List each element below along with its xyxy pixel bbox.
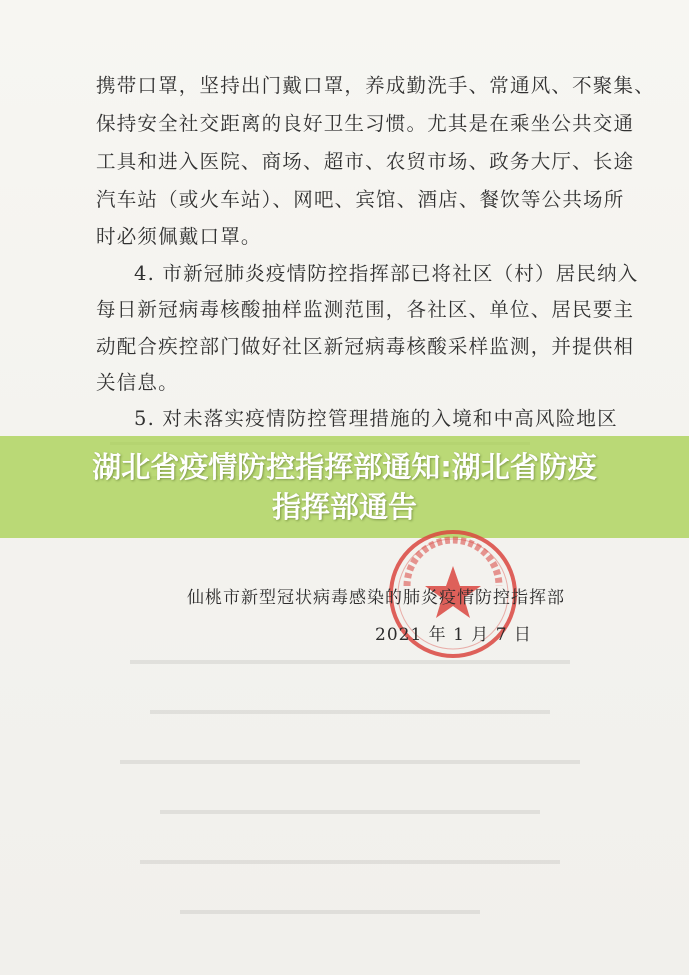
paragraph-line: 保持安全社交距离的良好卫生习惯。尤其是在乘坐公共交通 (96, 112, 635, 135)
paragraph-line: 工具和进入医院、商场、超市、农贸市场、政务大厅、长途 (96, 150, 635, 173)
banner-title-line-1: 湖北省疫情防控指挥部通知:湖北省防疫 (92, 450, 597, 484)
paragraph-line: 5. 对未落实疫情防控管理措施的入境和中高风险地区 (134, 407, 618, 430)
paragraph-line: 4. 市新冠肺炎疫情防控指挥部已将社区（村）居民纳入 (134, 262, 639, 285)
issue-date: 2021 年 1 月 7 日 (375, 625, 532, 645)
banner-title-line-2: 指挥部通告 (271, 490, 417, 524)
issuer-signature: 仙桃市新型冠状病毒感染的肺炎疫情防控指挥部 (187, 588, 565, 608)
paragraph-line: 关信息。 (96, 371, 179, 394)
paragraph-line: 每日新冠病毒核酸抽样监测范围，各社区、单位、居民要主 (96, 298, 635, 321)
paragraph-line: 动配合疾控部门做好社区新冠病毒核酸采样监测，并提供相 (96, 335, 635, 358)
title-banner (0, 436, 689, 538)
paragraph-line: 时必须佩戴口罩。 (96, 225, 262, 248)
paragraph-line: 携带口罩，坚持出门戴口罩，养成勤洗手、常通风、不聚集、 (96, 74, 655, 97)
paragraph-line: 汽车站（或火车站）、网吧、宾馆、酒店、餐饮等公共场所 (96, 188, 625, 211)
bleed-through-texture (120, 640, 600, 940)
